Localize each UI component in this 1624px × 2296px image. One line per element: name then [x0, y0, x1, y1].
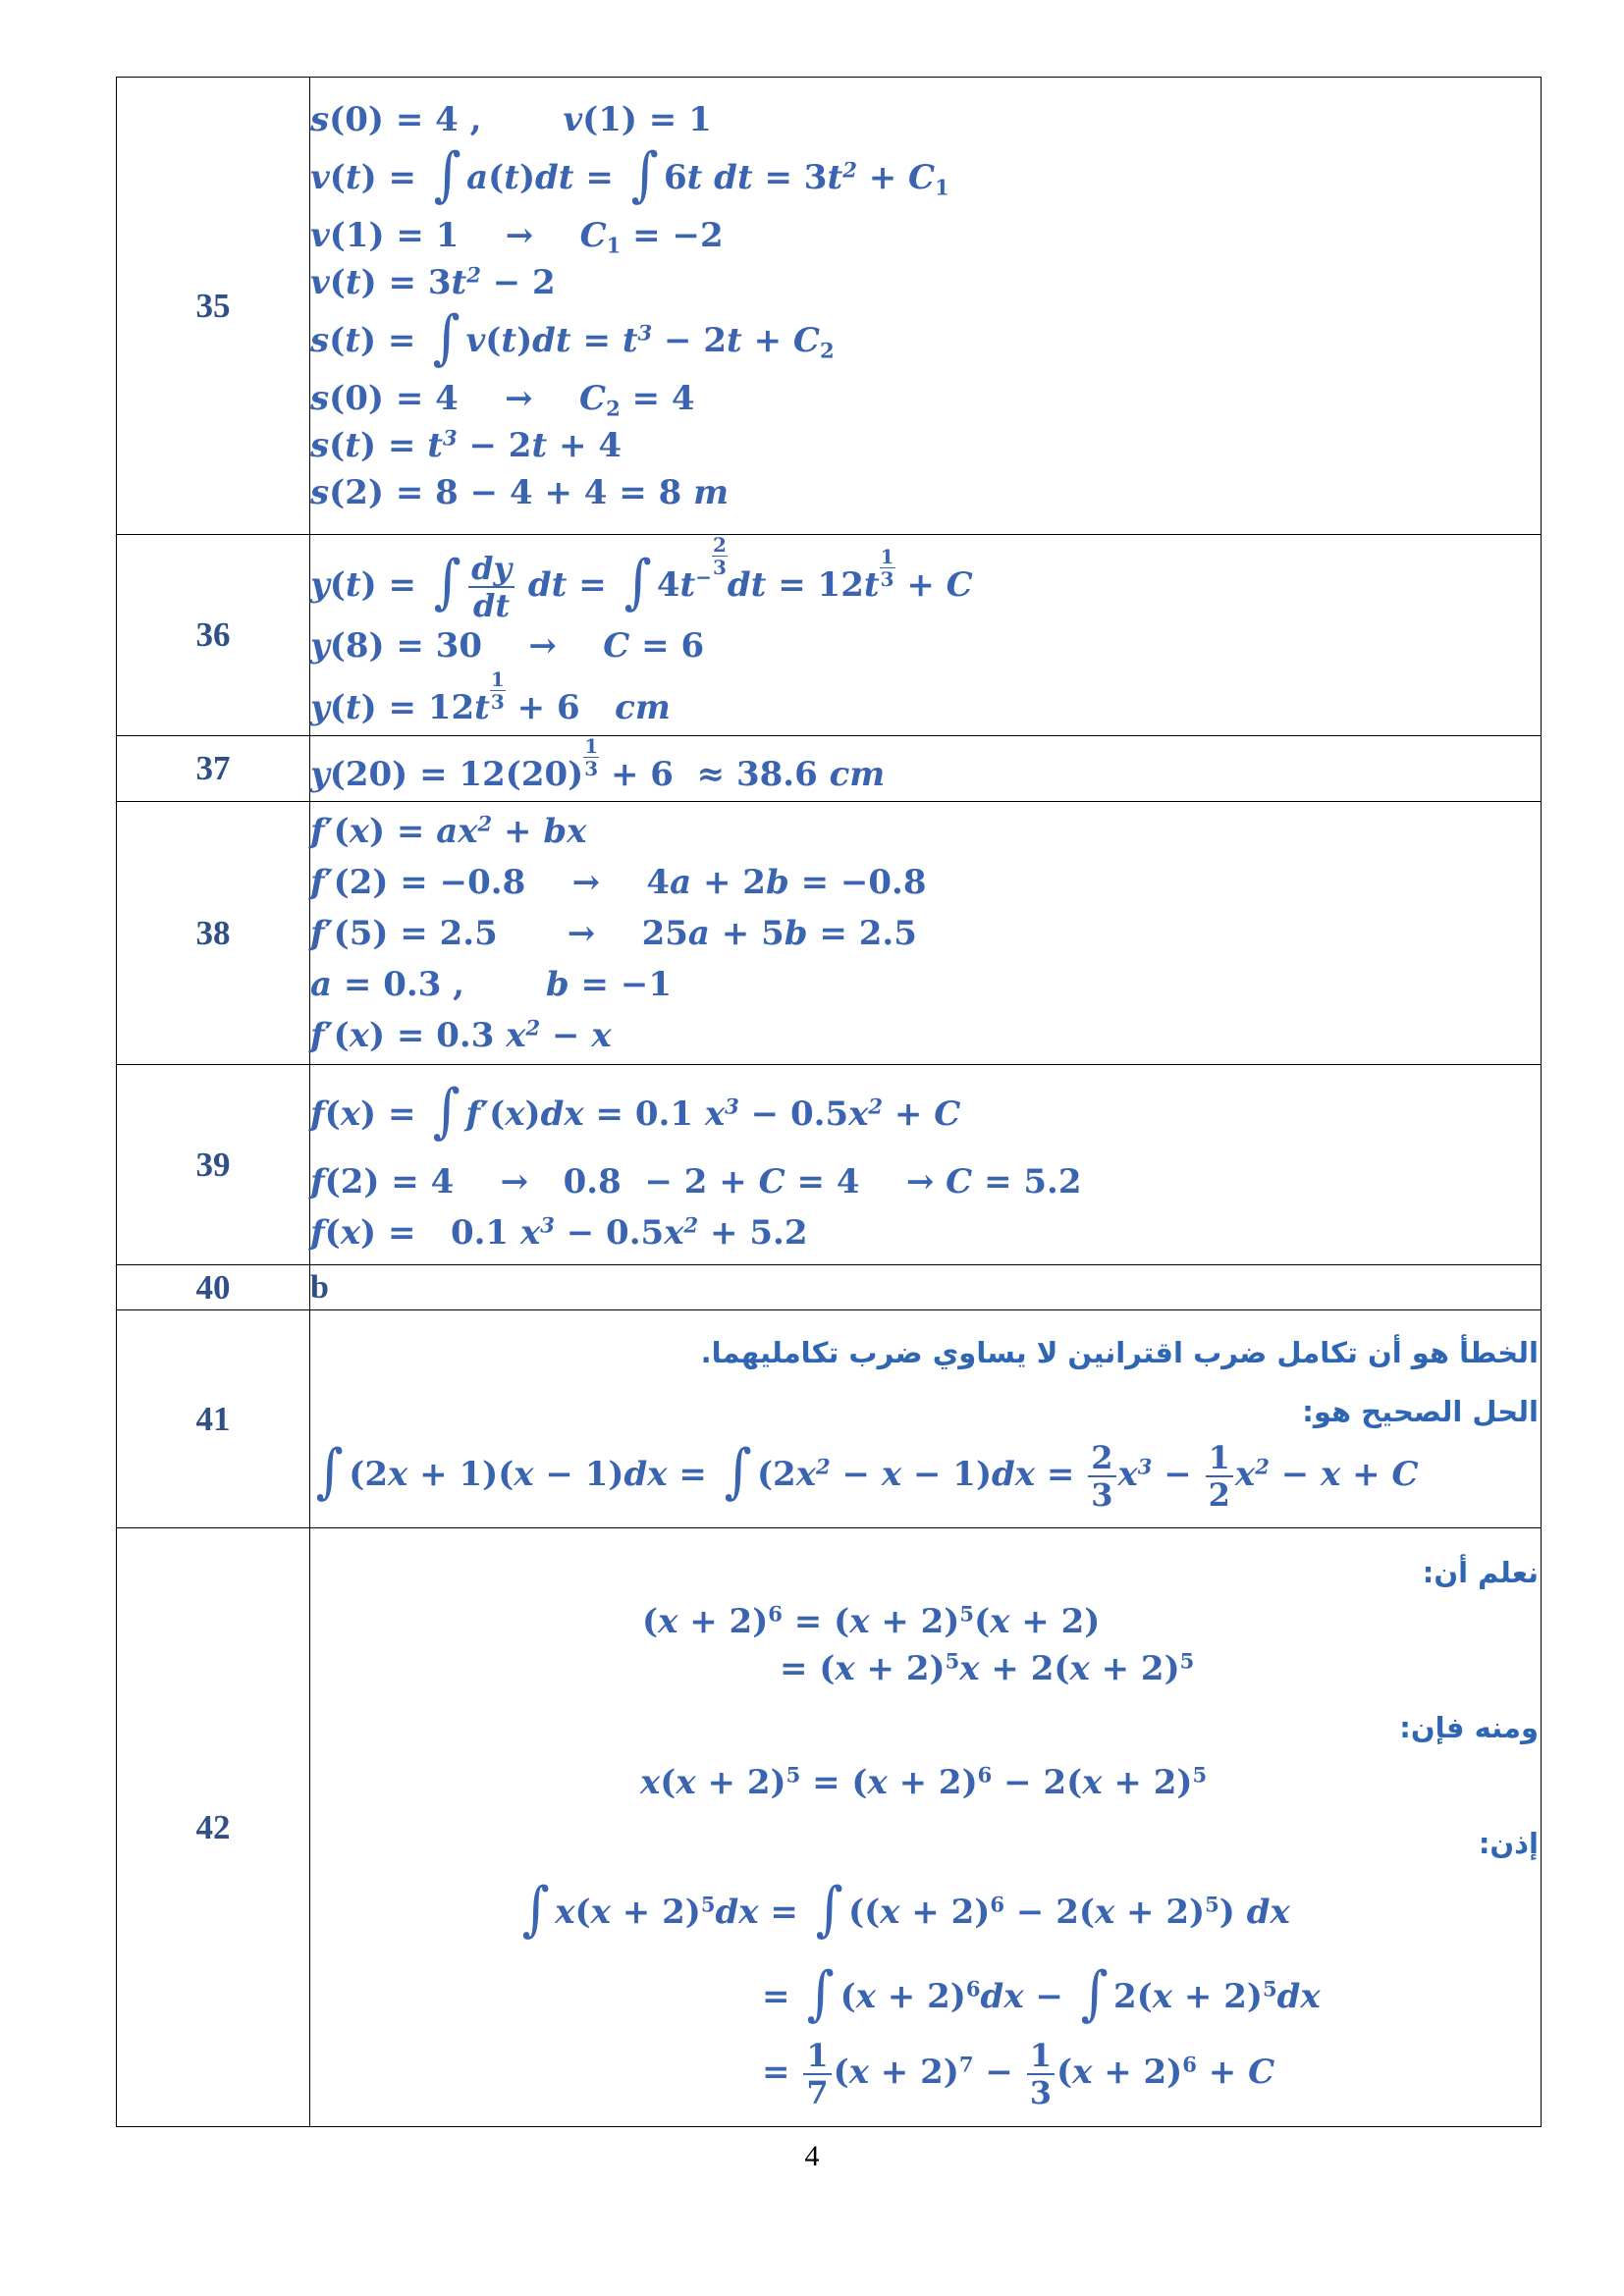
error-explanation: الخطأ هو أن تكامل ضرب اقترانين لا يساوي ضرب تكامليهما.: [700, 1335, 1539, 1369]
solution-39: f(x) = ∫ f′(x)dx = 0.1 $x^3 - 0.5x^2 + C$ f(2) = 4 → 0.8 − 2 + C = 4 → C = 5.2 f(x) = 0.1 $x^3 - 0.5x^2 + 5.2$: [310, 1065, 1542, 1265]
table-row: [117, 736, 1542, 802]
table-row: [117, 1310, 1542, 1528]
hence-label: إذن:: [1478, 1826, 1539, 1860]
table-row: [117, 1265, 1542, 1310]
question-number: 35: [117, 78, 310, 535]
solution-38: $f'(x) = ax^2$ + bx f′(2) = −0.8 → 4a + 2b = −0.8 f′(5) = 2.5 → 25a + 5b = 2.5 a = 0.3 , b = −1 f′(x) = 0.3 $x^2 - x$: [310, 802, 1542, 1065]
table-row: [117, 1528, 1542, 2127]
answer-choice: b: [310, 1268, 329, 1306]
solution-41: الخطأ هو أن تكامل ضرب اقترانين لا يساوي ضرب تكامليهما. الحل الصحيح هو: ∫ (2x + 1)(x − 1)dx = ∫ $(2x^2 - x - 1)dx$ = $\frac{2}{3}$ $x^3$ − $\frac{1}{2}$ $x^2 - x + C$: [310, 1310, 1542, 1528]
table-row: [117, 802, 1542, 1065]
page-number: 4: [804, 2140, 820, 2172]
we-know-label: نعلم أن:: [1422, 1555, 1539, 1589]
question-number: 40: [117, 1265, 310, 1310]
question-number: 36: [117, 535, 310, 736]
solution-37: y(20) = 12(20) $\frac{1}{3}$ + 6 ≈ 38.6 cm: [310, 736, 1542, 802]
therefore-label: ومنه فإن:: [1399, 1710, 1539, 1744]
question-number: 42: [117, 1528, 310, 2127]
solutions-page: [116, 77, 1542, 2127]
table-row: [117, 78, 1542, 535]
question-number: 37: [117, 736, 310, 802]
solution-42: نعلم أن: $(x + 2)^6 = (x + 2)^5(x + 2)$ = $(x + 2)^5x + 2(x + 2)^5$ ومنه فإن: $x(x + 2)^5 = (x + 2)^6 - 2(x + 2)^5$ إذن: ∫ $x(x + 2)^5dx$ = ∫ $((x + 2)^6 - 2(x + 2)^5)$ dx = ∫ $(x + 2)^6dx$ − ∫ $2(x + 2)^5dx$ = $\frac{1}{7}$ $(x + 2)^7$ − $\frac{1}{3}$ $(x + 2)^6 + C$: [310, 1528, 1542, 2127]
question-number: 39: [117, 1065, 310, 1265]
question-number: 38: [117, 802, 310, 1065]
solutions-table: [116, 77, 1542, 2127]
table-row: [117, 535, 1542, 736]
correct-solution-label: الحل الصحيح هو:: [1302, 1394, 1539, 1428]
solution-35: s(0) = 4 , v(1) = 1 v(t) = ∫ a(t)dt = ∫ 6t dt = $3t^2 + C_1$ v(1) = 1 → $C_1 = -2$ $v(t) = 3t^2 - 2$ s(t) = ∫ $v(t)dt = t^3 - 2t + C_2$ s(0) = 4 → $C_2 = 4$ $s(t) = t^3 - 2t + 4$ s(2) = 8 − 4 + 4 = 8 m: [310, 78, 1542, 535]
solution-40: [310, 1265, 1542, 1310]
question-number: 41: [117, 1310, 310, 1528]
table-row: [117, 1065, 1542, 1265]
solution-36: y(t) = ∫ $\frac{dy}{dt}$ dt = ∫ 4t − $\frac{2}{3}$ dt = 12t $\frac{1}{3}$ + C y(8) = 30 → C = 6 y(t) = 12t $\frac{1}{3}$ + 6 cm: [310, 535, 1542, 736]
